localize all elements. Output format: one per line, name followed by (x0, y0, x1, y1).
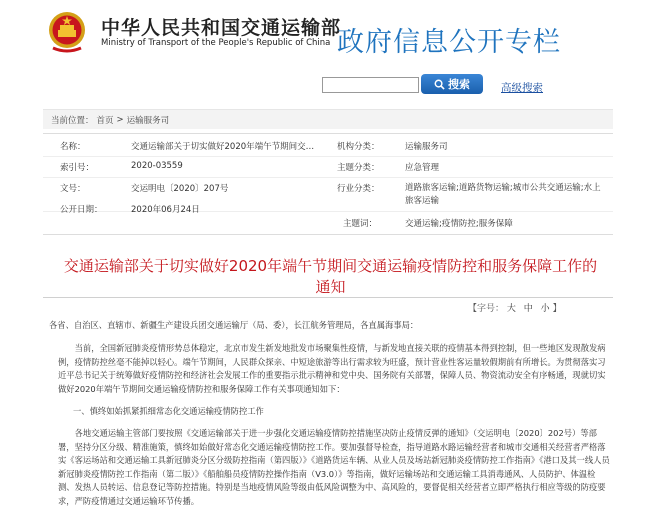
breadcrumb (43, 109, 613, 129)
ministry-name-en: Ministry of Transport of the People's Republic of China (101, 38, 331, 48)
org-label: 机构分类： (337, 142, 380, 152)
paragraph-intro: 当前，全国新冠肺炎疫情形势总体稳定，北京市发生新发地批发市场聚集性疫情，与新发地直接关联的疫情基本得到控制，但一些地区发现散发病例，疫情防控丝毫不能掉以轻心。端午节期间，人民群众探亲、中短途旅游等出行需求较为旺盛，预计营业性客运量较假期前有所增长。为贯彻落实习近平总书记关于统筹做好疫情防控和经济社会发展工作的重要指示批示精神和党中央、国务院有关部署，保障人员、物资流动安全有序畅通，现就切实做好2020年端午节期间交通运输疫情防控和服务保障工作有关事项通知如下： (58, 343, 606, 394)
name-label: 名称： (60, 142, 86, 152)
search-button-label: 搜索 (448, 79, 470, 91)
paragraph-section-1: 各地交通运输主管部门要按照《交通运输部关于进一步强化交通运输疫情防控措施坚决防止疫情反弹的通知》（交运明电〔2020〕202号）等部署，坚持分区分级、精准施策，慎终如始做好常态化交通运输疫情防控工作。要加强督导检查，指导道路水路运输经营者和城市交通相关经营者严格落实《客运场站和交通运输工具新冠肺炎分区分级防控指南（第四版）》《道路货运车辆、从业人员及场站新冠肺炎疫情防控工作指南》《港口及其一线人员新冠肺炎疫情防控工作指南（第二版）》《船舶船员疫情防控操作指南（V3.0）》等指南，做好运输场站和交通运输工具消毒通风、人员防护、体温检测、发热人员转运、信息登记等防控措施。特别是当地疫情风险等级由低风险调整为中、高风险的，要督促相关经营者立即严格执行相应等级的防疫要求，严防疫情通过交通运输环节传播。 (58, 428, 610, 506)
search-icon (434, 79, 445, 90)
doc-number-label: 文号： (60, 184, 86, 194)
keyword-value: 交通运输;疫情防控;服务保障 (405, 219, 513, 229)
index-value: 2020-03559 (131, 161, 183, 171)
font-size-close: 】 (552, 304, 562, 314)
date-value: 2020年06月24日 (131, 205, 200, 215)
font-size-medium[interactable]: 中 (523, 304, 533, 314)
topic-label: 主题分类： (337, 163, 380, 173)
index-label: 索引号： (60, 163, 95, 173)
ministry-name-cn: 中华人民共和国交通运输部 (101, 17, 342, 39)
org-value: 运输服务司 (405, 142, 448, 152)
topic-value: 应急管理 (405, 163, 440, 173)
breadcrumb-separator: > (116, 114, 124, 125)
title-divider (43, 297, 613, 298)
page-title: 政府信息公开专栏 (337, 27, 561, 58)
breadcrumb-label: 当前位置： (51, 115, 94, 126)
breadcrumb-current-link[interactable]: 运输服务司 (126, 115, 170, 126)
font-size-switcher (468, 301, 562, 314)
industry-value: 道路旅客运输;道路货物运输;城市公共交通运输;水上旅客运输 (405, 183, 601, 206)
industry-label: 行业分类： (337, 184, 380, 194)
advanced-search-link[interactable]: 高级搜索 (501, 82, 543, 94)
date-label: 公开日期： (60, 205, 103, 215)
doc-number-value: 交运明电〔2020〕207号 (131, 184, 229, 194)
title-value: 交通运输部关于切实做好2020年端午节期间交… (131, 142, 315, 152)
search-button[interactable] (421, 74, 483, 94)
recipients-line: 各省、自治区、直辖市、新疆生产建设兵团交通运输厅（局、委），长江航务管理局，各直属海事局： (49, 320, 419, 330)
keyword-label: 主题词： (343, 219, 378, 229)
font-size-large[interactable]: 大 (506, 304, 516, 314)
section-heading-1: 一、慎终如始抓紧抓细常态化交通运输疫情防控工作 (73, 406, 264, 416)
national-emblem-icon (47, 10, 87, 54)
article-title: 交通运输部关于切实做好2020年端午节期间交通运输疫情防控和服务保障工作的通知 (63, 257, 598, 296)
document-info-table (43, 133, 613, 235)
breadcrumb-home-link[interactable]: 首页 (96, 115, 114, 126)
font-size-label: 【字号： (468, 304, 505, 314)
search-input[interactable] (322, 77, 419, 93)
font-size-small[interactable]: 小 (540, 304, 550, 314)
